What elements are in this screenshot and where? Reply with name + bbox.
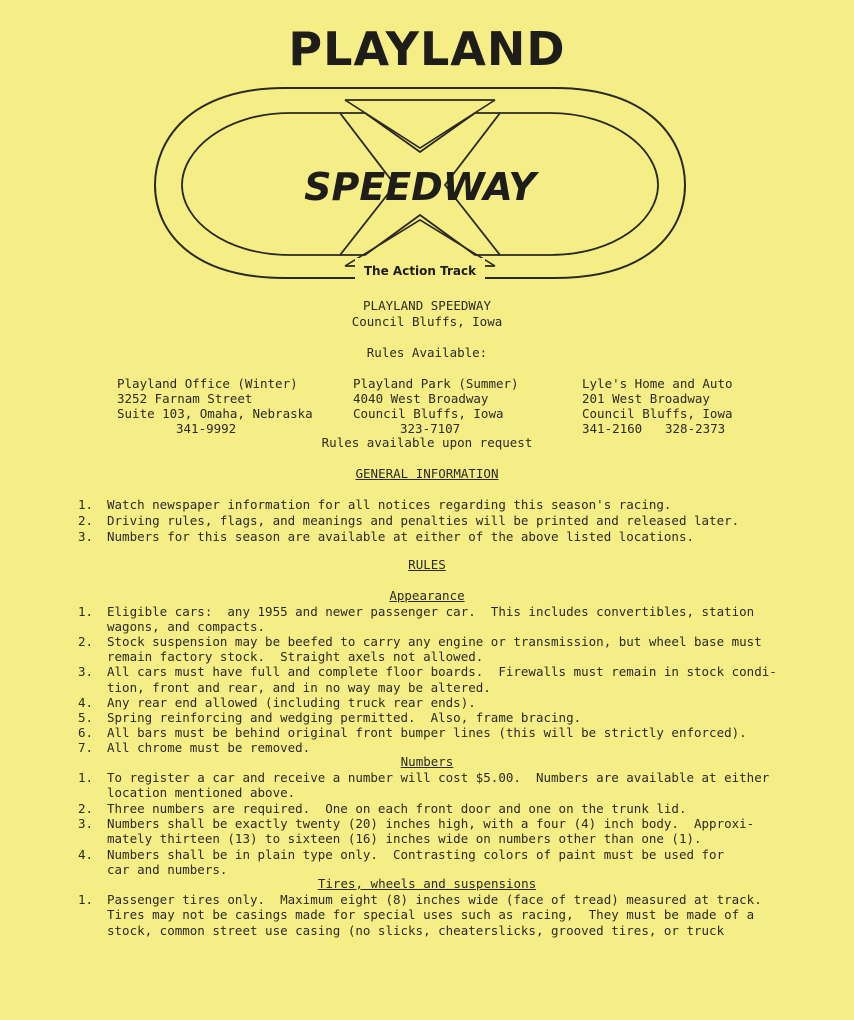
list-item-text: Stock suspension may be beefed to carry any engine or transmission, but wheel base must <box>107 634 762 650</box>
list-item-text: car and numbers. <box>107 861 228 877</box>
list-item-number: 3. <box>78 529 94 544</box>
section-heading-tires: Tires, wheels and suspensions <box>317 876 537 891</box>
org-name: PLAYLAND SPEEDWAY <box>363 298 491 313</box>
list-item-text: wagons, and compacts. <box>107 619 266 635</box>
list-item-number: 3. <box>78 815 94 831</box>
rules-available-label: Rules Available: <box>366 345 488 360</box>
list-item-number: 3. <box>78 664 94 680</box>
list-item-text: Passenger tires only. Maximum eight (8) inches wide (face of tread) measured at track. <box>107 892 762 907</box>
speedway-track-logo <box>150 80 690 285</box>
list-item-text: Numbers shall be in plain type only. Contrasting colors of paint must be used for <box>107 846 725 862</box>
list-item-text: mately thirteen (13) to sixteen (16) inches wide on numbers other than one (1). <box>107 831 702 847</box>
location-2-line: Playland Park (Summer) <box>353 376 519 391</box>
list-item-number: 2. <box>78 800 94 816</box>
section-heading-general: GENERAL INFORMATION <box>355 466 499 481</box>
list-item-number: 1. <box>78 604 94 619</box>
location-2-line: 4040 West Broadway <box>353 391 489 406</box>
list-item-text: Three numbers are required. One on each front door and one on the trunk lid. <box>107 800 687 816</box>
list-item-text: stock, common street use casing (no slicks, cheaterslicks, grooved tires, or truck <box>107 922 725 938</box>
org-city: Council Bluffs, Iowa <box>351 314 503 329</box>
list-item-text: remain factory stock. Straight axels not allowed. <box>107 649 484 665</box>
tagline: The Action Track <box>363 264 477 278</box>
list-item-number: 2. <box>78 634 94 650</box>
list-item-number: 2. <box>78 513 94 528</box>
list-item-text: All cars must have full and complete floor boards. Firewalls must remain in stock condi- <box>107 664 777 680</box>
list-item-text: Any rear end allowed (including truck rear ends). <box>107 694 476 710</box>
location-1-phone: 341-9992 <box>176 421 237 436</box>
list-item-number: 4. <box>78 694 94 710</box>
location-3-phone: 328-2373 <box>665 421 726 436</box>
list-item-number: 5. <box>78 709 94 725</box>
rules-on-request: Rules available upon request <box>321 435 533 450</box>
list-item-number: 1. <box>78 497 94 512</box>
list-item-text: Tires may not be casings made for special uses such as racing, They must be made of a <box>107 907 755 923</box>
list-item-number: 1. <box>78 892 94 907</box>
list-item-text: All bars must be behind original front bumper lines (this will be strictly enforced). <box>107 724 747 740</box>
section-heading-numbers: Numbers <box>400 754 454 769</box>
location-3-line: 201 West Broadway <box>582 391 710 406</box>
location-2-line: Council Bluffs, Iowa <box>353 406 504 421</box>
location-1-line: Suite 103, Omaha, Nebraska <box>117 406 313 421</box>
list-item-text: All chrome must be removed. <box>107 739 311 755</box>
location-2-phone: 323-7107 <box>400 421 461 436</box>
list-item-text: Numbers for this season are available at either of the above listed locations. <box>107 529 694 544</box>
location-3-phone: 341-2160 <box>582 421 643 436</box>
location-1-line: 3252 Farnam Street <box>117 391 253 406</box>
list-item-text: location mentioned above. <box>107 785 296 801</box>
list-item-text: Watch newspaper information for all notices regarding this season's racing. <box>107 497 672 512</box>
list-item-number: 4. <box>78 846 94 862</box>
list-item-text: To register a car and receive a number will cost $5.00. Numbers are available at either <box>107 770 770 785</box>
list-item-text: Numbers shall be exactly twenty (20) inches high, with a four (4) inch body. Approxi- <box>107 815 755 831</box>
list-item-text: Driving rules, flags, and meanings and penalties will be printed and released later. <box>107 513 740 528</box>
list-item-text: Eligible cars: any 1955 and newer passenger car. This includes convertibles, station <box>107 604 755 619</box>
list-item-number: 7. <box>78 739 94 755</box>
list-item-text: tion, front and rear, and in no way may be altered. <box>107 679 491 695</box>
page-title: PLAYLAND <box>288 22 566 76</box>
list-item-number: 1. <box>78 770 94 785</box>
location-3-line: Lyle's Home and Auto <box>582 376 733 391</box>
location-3-line: Council Bluffs, Iowa <box>582 406 733 421</box>
section-heading-appearance: Appearance <box>389 588 465 603</box>
section-heading-rules: RULES <box>408 557 446 572</box>
list-item-text: Spring reinforcing and wedging permitted. Also, frame bracing. <box>107 709 582 725</box>
location-1-line: Playland Office (Winter) <box>117 376 298 391</box>
list-item-number: 6. <box>78 724 94 740</box>
logo-wordmark: SPEEDWAY <box>304 165 536 209</box>
